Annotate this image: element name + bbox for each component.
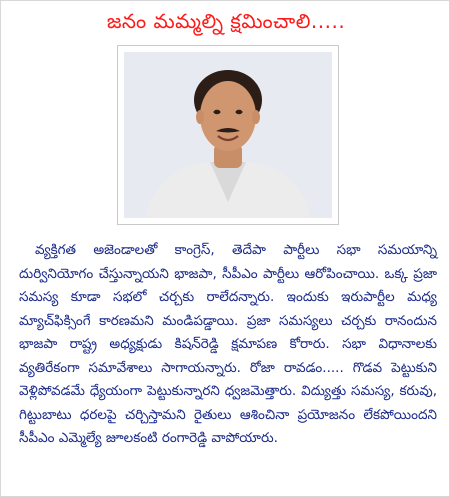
portrait-photo <box>124 52 332 218</box>
left-ear <box>196 110 204 124</box>
headline: జనం మమ్మల్ని క్షమించాలి..... <box>106 9 346 33</box>
photo-frame <box>117 45 339 225</box>
article-body: వ్యక్తిగత అజెండాలతో కాంగ్రెస్, తెదేపా పార్టీలు సభా సమయాన్ని దుర్వినియోగం చేస్తున్నాయని భాజపా, సీపీఎం పార్టీలు ఆరోపించాయి. ఒక్క ప్రజా సమస్య కూడా సభలో చర్చకు రాలేదన్నారు. ఇందుకు ఇరుపార్టీల మధ్య మ్యాచ్‌ఫిక్సింగే కారణమని మండిపడ్డాయి. ప్రజా సమస్యలు చర్చకు రానందున భాజపా రాష్ట్ర అధ్యక్షుడు కిషన్‌రెడ్డి క్షమాపణ కోరారు. సభా విధానాలకు వ్యతిరేకంగా సమావేశాలు సాగాయన్నారు. రోజా రావడం..... గొడవ పెట్టుకుని వెళ్లిపోవడమే ధ్యేయంగా పెట్టుకున్నారని ధ్వజమెత్తారు. విద్యుత్తు సమస్య, కరువు, గిట్టుబాటు ధరలపై చర్చిస్తామని రైతులు ఆశించినా ప్రయోజనం లేకపోయిందని సీపీఎం ఎమ్మెల్యే జూలకంటి రంగారెడ్డి వాపోయారు. <box>19 242 437 446</box>
right-eye <box>236 110 243 114</box>
left-eye <box>214 110 221 114</box>
right-ear <box>252 110 260 124</box>
portrait-illustration <box>124 52 332 218</box>
